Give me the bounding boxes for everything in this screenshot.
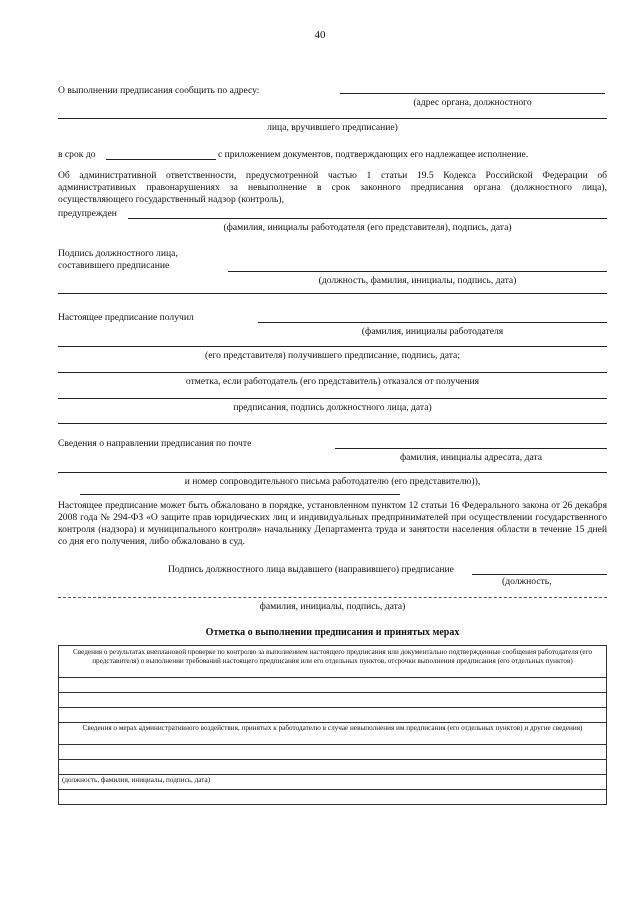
issuer-signature-line-2[interactable] (58, 597, 607, 598)
issuer-signature-caption-2: фамилия, инициалы, подпись, дата) (259, 601, 406, 612)
received-line-4[interactable] (58, 398, 607, 399)
report-address-line[interactable] (340, 93, 605, 94)
table-row (59, 692, 606, 693)
warned-caption: (фамилия, инициалы работодателя (его представителя), подпись, дата) (223, 222, 512, 233)
received-line-5[interactable] (58, 423, 607, 424)
report-address-caption-2: лица, вручившего предписание) (267, 122, 398, 133)
deadline-date-line[interactable] (106, 159, 216, 160)
mail-caption-2: и номер сопроводительного письма работодателю (его представителю)), (184, 476, 481, 487)
report-address-line-2[interactable] (58, 118, 607, 119)
received-caption-1: (фамилия, инициалы работодателя (361, 326, 504, 337)
table-title: Отметка о выполнении предписания и принятых мерах (205, 627, 460, 638)
table-row (59, 677, 606, 678)
deadline-text: с приложением документов, подтверждающих его надлежащее исполнение. (218, 149, 529, 160)
mail-label: Сведения о направлении предписания по почте (58, 438, 252, 449)
results-text: Сведения о результатах внеплановой проверке по контролю за выполнением настоящего предписания или документально подтвержденные сообщения работодателя (его представителя) о выполнении требований настоящего предписания или его отдельных пунктов, отсрочки выполнения предписания (его отдельных пунктов) (73, 648, 592, 665)
issuer-signature-line-1[interactable] (472, 574, 607, 575)
page-number: 40 (314, 29, 326, 41)
official-signature-caption: (должность, фамилия, инициалы, подпись, дата) (318, 275, 517, 286)
warned-label: предупрежден (58, 208, 117, 219)
received-line-2[interactable] (58, 346, 607, 347)
table-row (59, 759, 606, 760)
mail-line-2[interactable] (58, 472, 607, 473)
execution-table (58, 645, 607, 805)
issuer-signature-caption-1: (должность, (502, 576, 552, 587)
table-row (59, 707, 606, 708)
measures-text: Сведения о мерах административного воздействия, принятых к работодателю в случае невыполнения им предписания (его отдельных пунктов) и другие сведения) (82, 724, 583, 732)
table-row (59, 789, 606, 790)
official-signature-line[interactable] (228, 271, 607, 272)
appeal-text: Настоящее предписание может быть обжаловано в порядке, установленном пунктом 12 статьи 16 Федерального закона от 26 декабря 2008 года № 294-ФЗ «О защите прав юридических лиц и индивидуальных предпринимателей при осуществлении государственного контроля (надзора) и муниципального контроля» начальнику Департамента труда и занятости населения области в течение 15 дней со дня его получения, либо обжаловано в суд. (58, 500, 607, 547)
issuer-signature-label: Подпись должностного лица выдавшего (направившего) предписание (168, 564, 454, 575)
official-signature-line-2[interactable] (58, 293, 607, 294)
warned-signature-line[interactable] (128, 218, 607, 219)
table-signature-caption: (должность, фамилия, инициалы, подпись, дата) (62, 776, 211, 784)
liability-text: Об административной ответственности, предусмотренной частью 1 статьи 19.5 Кодекса Российской Федерации об административных правонарушениях за невыполнение в срок законного предписания органа (должностного лица), осуществляющего государственный надзор (контроль), (58, 170, 607, 205)
mail-line-3[interactable] (80, 494, 400, 495)
official-signature-label-1: Подпись должностного лица, (58, 248, 178, 259)
received-label: Настоящее предписание получил (58, 312, 194, 323)
mail-caption-1: фамилия, инициалы адресата, дата (399, 452, 543, 463)
received-line-3[interactable] (58, 372, 607, 373)
report-address-caption-1: (адрес органа, должностного (413, 97, 532, 108)
received-line-1[interactable] (258, 322, 607, 323)
table-row (59, 744, 606, 745)
mail-line-1[interactable] (335, 448, 607, 449)
table-row (59, 774, 606, 775)
report-address-label: О выполнении предписания сообщить по адресу: (58, 85, 260, 96)
received-caption-4: предписания, подпись должностного лица, дата) (233, 402, 432, 413)
received-caption-3: отметка, если работодатель (его представитель) отказался от получения (185, 376, 480, 387)
table-row (59, 722, 606, 723)
received-caption-2: (его представителя) получившего предписание, подпись, дата; (205, 350, 460, 361)
deadline-label: в срок до (58, 149, 96, 160)
official-signature-label-2: составившего предписание (58, 260, 170, 271)
